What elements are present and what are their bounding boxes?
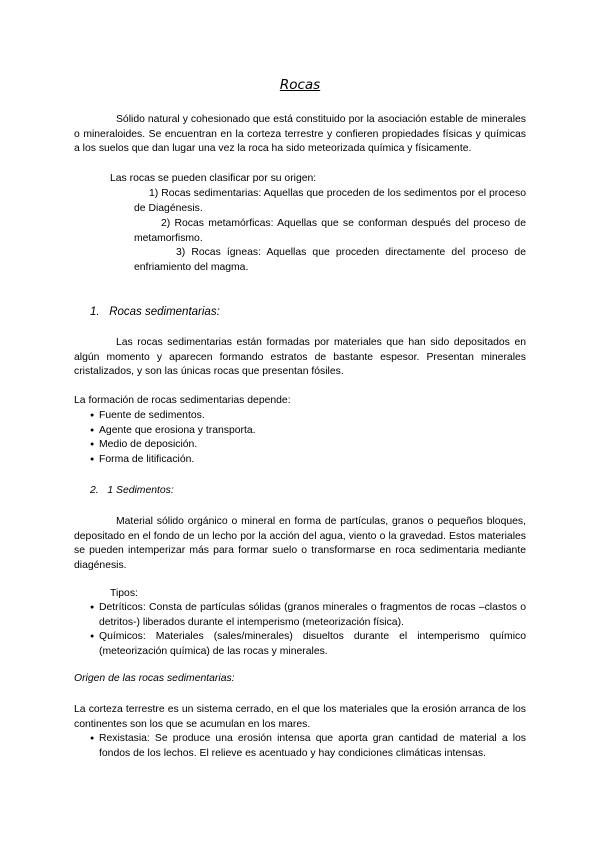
formation-list xyxy=(74,409,526,467)
section-2-heading xyxy=(74,484,526,499)
rock-type-igneous: 3) Rocas ígneas: Aquellas que proceden directamente del proceso de enfriamiento del magma. xyxy=(134,247,526,273)
page-title: Rocas xyxy=(279,77,321,93)
section-1-heading xyxy=(74,305,526,320)
section-1-number: 1. xyxy=(90,306,100,318)
rock-type-sedimentary: 1) Rocas sedimentarias: Aquellas que proceden de los sedimentos por el proceso de Diagénesis. xyxy=(134,188,526,214)
list-item: ● Fuente de sedimentos. xyxy=(74,409,526,424)
intro-paragraph: Sólido natural y cohesionado que está constituido por la asociación estable de minerales o mineraloides. Se encuentran en la corteza terrestre y confieren propiedades físicas y químicas a los suelos que dan lugar una vez la roca ha sido meteorizada química y físicamente. xyxy=(74,114,526,155)
list-item: ● Rexistasia: Se produce una erosión intensa que aporta gran cantidad de material a los fondos de los lechos. El relieve es acentuado y hay condiciones climáticas intensas. xyxy=(74,732,526,761)
section-2-number: 2. xyxy=(90,485,99,496)
list-item: ● Medio de deposición. xyxy=(74,438,526,453)
classify-lead: Las rocas se pueden clasificar por su origen: xyxy=(110,173,317,184)
section-2-paragraph: Material sólido orgánico o mineral en forma de partículas, granos o pequeños bloques, depositado en el fondo de un lecho por la acción del agua, viento o la gravedad. Estos materiales se pueden intemperizar más para formar suelo o transformarse en roca sedimentaria mediante diagénesis. xyxy=(74,516,526,571)
list-item: ● Agente que erosiona y transporta. xyxy=(74,424,526,439)
origin-heading: Origen de las rocas sedimentarias: xyxy=(74,673,235,684)
section-1-paragraph: Las rocas sedimentarias están formadas por materiales que han sido depositados en algún momento y aparecen formando estratos de bastante espesor. Presentan minerales cristalizados, y son las únicas rocas que presentan fósiles. xyxy=(74,337,526,378)
section-1-title: Rocas sedimentarias: xyxy=(109,306,220,318)
rock-type-metamorphic: 2) Rocas metamórficas: Aquellas que se conforman después del proceso de metamorfismo. xyxy=(134,218,526,244)
list-item: ● Forma de litificación. xyxy=(74,453,526,468)
tipos-list xyxy=(74,601,526,659)
origin-list xyxy=(74,732,526,761)
list-item: ● Detríticos: Consta de partículas sólidas (granos minerales o fragmentos de rocas –clastos o detritos-) liberados durante el intemperismo (meteorización física). xyxy=(74,601,526,630)
section-2-title: 1 Sedimentos: xyxy=(107,485,174,496)
tipos-label: Tipos: xyxy=(110,588,138,599)
origin-paragraph: La corteza terrestre es un sistema cerrado, en el que los materiales que la erosión arranca de los continentes son los que se acumulan en los mares. xyxy=(74,704,526,730)
list-item: ● Químicos: Materiales (sales/minerales) disueltos durante el intemperismo químico (meteorización química) de las rocas y minerales. xyxy=(74,630,526,659)
formation-lead: La formación de rocas sedimentarias depende: xyxy=(74,395,291,406)
